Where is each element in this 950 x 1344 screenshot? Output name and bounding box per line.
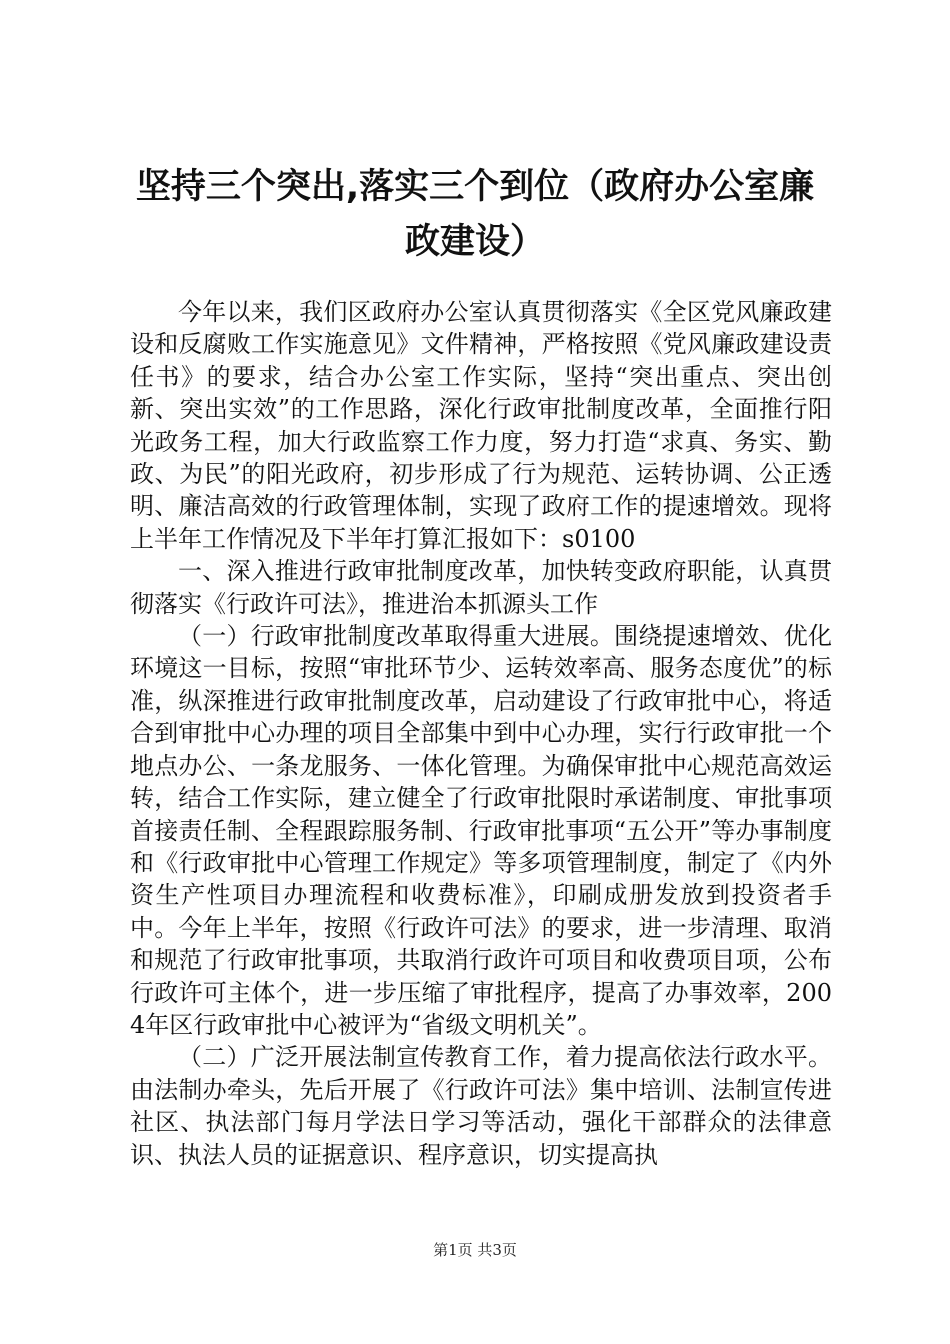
- paragraph-subsection-2: （二）广泛开展法制宣传教育工作，着力提高依法行政水平。由法制办牵头，先后开展了《行政许可法》集中培训、法制宣传进社区、执法部门每月学法日学习等活动，强化干部群众的法律意识、执法人员的证据意识、程序意识，切实提高执: [130, 1043, 832, 1169]
- paragraph-intro: 今年以来，我们区政府办公室认真贯彻落实《全区党风廉政建设和反腐败工作实施意见》文件精神，严格按照《党风廉政建设责任书》的要求，结合办公室工作实际，坚持“突出重点、突出创新、突出实效”的工作思路，深化行政审批制度改革，全面推行阳光政务工程，加大行政监察工作力度，努力打造“求真、务实、勤政、为民”的阳光政府，初步形成了行为规范、运转协调、公正透明、廉洁高效的行政管理体制，实现了政府工作的提速增效。现将上半年工作情况及下半年打算汇报如下：s0100: [130, 298, 832, 553]
- paragraph-subsection-1: （一）行政审批制度改革取得重大进展。围绕提速增效、优化环境这一目标，按照“审批环节少、运转效率高、服务态度优”的标准，纵深推进行政审批制度改革，启动建设了行政审批中心，将适合到审批中心办理的项目全部集中到中心办理，实行行政审批一个地点办公、一条龙服务、一体化管理。为确保审批中心规范高效运转，结合工作实际，建立健全了行政审批限时承诺制度、审批事项首接责任制、全程跟踪服务制、行政审批事项“五公开”等办事制度和《行政审批中心管理工作规定》等多项管理制度，制定了《内外资生产性项目办理流程和收费标准》，印刷成册发放到投资者手中。今年上半年，按照《行政许可法》的要求，进一步清理、取消和规范了行政审批事项，共取消行政许可项目和收费项目项，公布行政许可主体个，进一步压缩了审批程序，提高了办事效率，2004年区行政审批中心被评为“省级文明机关”。: [130, 622, 832, 1039]
- document-title: 坚持三个突出,落实三个到位（政府办公室廉政建设）: [135, 167, 815, 262]
- document-body: [130, 296, 832, 1171]
- page-footer: 第1页 共3页: [433, 1241, 517, 1259]
- paragraph-section-1-heading: 一、深入推进行政审批制度改革，加快转变政府职能，认真贯彻落实《行政许可法》，推进治本抓源头工作: [130, 557, 832, 618]
